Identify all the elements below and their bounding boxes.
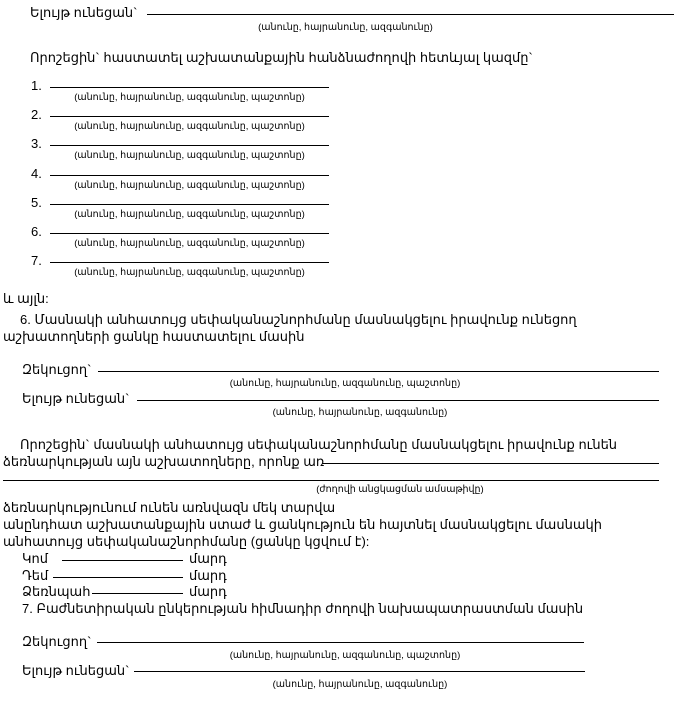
vote-abstain-label: Ձեռնպահ xyxy=(22,584,91,599)
member-number: 7. xyxy=(31,253,42,268)
item6-reporter-line[interactable] xyxy=(98,371,659,372)
item7-reporter-line[interactable] xyxy=(97,642,584,643)
member-number: 6. xyxy=(31,224,42,239)
vote-abstain-unit: մարդ xyxy=(189,584,227,599)
member-caption: (անունը, հայրանունը, ազգանունը, պաշտոնը) xyxy=(74,267,305,278)
item6-reporter-label: Զեկուցող` xyxy=(22,362,92,377)
item7-reporter-caption: (անունը, հայրանունը, ազգանունը, պաշտոնը) xyxy=(229,650,461,661)
item6-paragraph-line3: անհատույց սեփականաշնորհմանը (ցանկը կցվում է): xyxy=(3,534,370,549)
item6-reporter-caption: (անունը, հայրանունը, ազգանունը, պաշտոնը) xyxy=(229,378,461,389)
item7-speaker-label: Ելույթ ունեցան` xyxy=(22,663,130,678)
vote-abstain-line[interactable] xyxy=(92,593,183,594)
member-number: 4. xyxy=(31,166,42,181)
item7-title: 7. Բաժնետիրական ընկերության հիմնադիր ժողովի նախապատրաստման մասին xyxy=(22,601,584,616)
item6-title-line2: աշխատողների ցանկը հաստատելու մասին xyxy=(3,329,305,344)
member-caption: (անունը, հայրանունը, ազգանունը, պաշտոնը) xyxy=(74,121,305,132)
member-fill-line[interactable] xyxy=(50,145,329,146)
vote-against-unit: մարդ xyxy=(189,568,227,583)
item7-speaker-line[interactable] xyxy=(134,671,585,672)
member-caption: (անունը, հայրանունը, ազգանունը, պաշտոնը) xyxy=(74,150,305,161)
item6-title-line1: 6. Մասնակի անհատույց սեփականաշնորհմանը մասնակցելու իրավունք ունեցող xyxy=(20,312,577,327)
item6-speaker-label: Ելույթ ունեցան` xyxy=(22,391,130,406)
member-caption: (անունը, հայրանունը, ազգանունը, պաշտոնը) xyxy=(74,92,305,103)
item6-date-caption: (ժողովի անցկացման ամսաթիվը) xyxy=(316,484,484,495)
vote-for-line[interactable] xyxy=(62,560,183,561)
member-number: 2. xyxy=(31,107,42,122)
member-fill-line[interactable] xyxy=(50,175,329,176)
member-fill-line[interactable] xyxy=(50,204,329,205)
item6-speaker-line[interactable] xyxy=(137,400,659,401)
item6-date-line[interactable] xyxy=(322,463,659,464)
member-fill-line[interactable] xyxy=(50,116,329,117)
resolved-heading: Որոշեցին` հաստատել աշխատանքային հանձնաժողովի հետևյալ կազմը` xyxy=(30,50,533,65)
member-number: 5. xyxy=(31,195,42,210)
item7-speaker-caption: (անունը, հայրանունը, ազգանունը) xyxy=(272,679,448,690)
vote-for-unit: մարդ xyxy=(189,551,227,566)
vote-for-label: Կոմ xyxy=(22,551,48,566)
item6-paragraph-line1: ձեռնարկությունում ունեն առնվազն մեկ տարվա xyxy=(3,500,336,515)
member-caption: (անունը, հայրանունը, ազգանունը, պաշտոնը) xyxy=(74,209,305,220)
member-caption: (անունը, հայրանունը, ազգանունը, պաշտոնը) xyxy=(74,238,305,249)
member-fill-line[interactable] xyxy=(50,233,329,234)
member-fill-line[interactable] xyxy=(50,262,329,263)
member-caption: (անունը, հայրանունը, ազգանունը, պաշտոնը) xyxy=(74,180,305,191)
vote-against-line[interactable] xyxy=(53,577,183,578)
item7-reporter-label: Զեկուցող` xyxy=(22,634,92,649)
item6-resolved-line1: Որոշեցին` մասնակի անհատույց սեփականաշնորհմանը մասնակցելու իրավունք ունեն xyxy=(20,437,618,452)
item6-resolved-line2: ձեռնարկության այն աշխատողները, որոնք առ xyxy=(3,454,325,469)
member-number: 1. xyxy=(31,78,42,93)
member-number: 3. xyxy=(31,136,42,151)
item6-date-line-2[interactable] xyxy=(3,480,659,481)
and-others: և այլն: xyxy=(3,291,49,306)
speaker-caption: (անունը, հայրանունը, ազգանունը) xyxy=(258,22,433,33)
speaker-label: Ելույթ ունեցան` xyxy=(30,5,138,20)
item6-speaker-caption: (անունը, հայրանունը, ազգանունը) xyxy=(272,407,448,418)
member-fill-line[interactable] xyxy=(50,87,329,88)
item6-paragraph-line2: անընդհատ աշխատանքային ստաժ և ցանկություն են հայտնել մասնակցելու մասնակի xyxy=(3,517,602,532)
vote-against-label: Դեմ xyxy=(22,568,49,583)
speaker-fill-line[interactable] xyxy=(147,14,674,15)
